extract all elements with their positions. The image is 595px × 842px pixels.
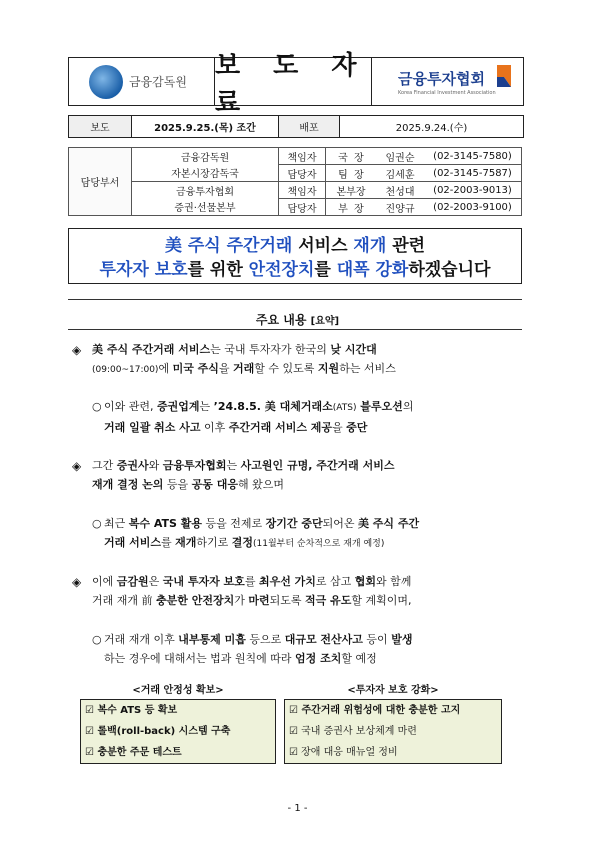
summary-item-2: 그간 증권사와 금융투자협회는 사고원인 규명, 주간거래 서비스 재개 결정 논의 등을 공동 대응해 왔으며 bbox=[92, 459, 395, 491]
contact-table bbox=[68, 147, 522, 216]
headline-text: 를 bbox=[314, 260, 337, 280]
headline-text: 서비스 bbox=[292, 236, 354, 256]
contact-phone: (02-2003-9100) bbox=[424, 199, 522, 216]
summary-subitem-2: 최근 복수 ATS 활용 등을 전제로 장기간 중단되어온 美 주식 주간 거래 서비스를 재개하기로 결정(11월부터 순차적으로 재개 예정) bbox=[104, 517, 420, 549]
summary-subitem-3: 거래 재개 이후 내부통제 미흡 등으로 대규모 전산사고 등이 발생 하는 경우에 대해서는 법과 원칙에 따라 엄정 조치할 예정 bbox=[104, 633, 413, 665]
stability-item: ☑ 롤백(roll-back) 시스템 구축 bbox=[85, 726, 231, 737]
contact-name: 김세훈 bbox=[376, 165, 424, 182]
contact-role: 책임자 bbox=[279, 148, 326, 165]
release-date: 2025.9.25.(목) 조간 bbox=[132, 116, 279, 137]
headline-text: 대폭 강화 bbox=[336, 260, 409, 280]
contact-org: 금융감독원 bbox=[132, 148, 279, 165]
headline-line-1 bbox=[69, 234, 521, 258]
contact-name: 천성대 bbox=[376, 182, 424, 199]
contact-name: 진양규 bbox=[376, 199, 424, 216]
stability-item: ☑ 충분한 주문 테스트 bbox=[85, 747, 182, 758]
fia-english-name: Korea Financial Investment Association bbox=[398, 89, 496, 96]
circle-bullet-icon: ○ bbox=[92, 517, 102, 530]
press-release-header bbox=[68, 50, 524, 118]
contact-role: 담당자 bbox=[279, 165, 326, 182]
headline-text: 하겠습니다 bbox=[408, 260, 491, 280]
contact-title: 국 장 bbox=[326, 148, 377, 165]
summary-heading bbox=[0, 311, 595, 328]
headline-line-2 bbox=[69, 258, 521, 282]
fia-emblem-icon bbox=[495, 63, 513, 89]
fss-name: 금융감독원 bbox=[129, 75, 187, 89]
contact-role: 책임자 bbox=[279, 182, 326, 199]
headline-text: 투자자 보호 bbox=[99, 260, 188, 280]
fia-name: 금융투자협회 bbox=[398, 69, 485, 88]
stability-box-title: <거래 안정성 확보> bbox=[132, 685, 224, 696]
fia-logo-cell bbox=[372, 58, 523, 105]
circle-bullet-icon: ○ bbox=[92, 400, 102, 413]
contact-org: 금융투자협회 bbox=[132, 182, 279, 199]
fss-emblem-icon bbox=[89, 65, 123, 99]
summary-sublabel: [요약] bbox=[310, 316, 340, 327]
diamond-bullet-icon: ◈ bbox=[72, 459, 82, 473]
page-number: - 1 - bbox=[287, 803, 308, 814]
protection-item: ☑ 장애 대응 매뉴얼 정비 bbox=[289, 747, 398, 758]
contact-role: 담당자 bbox=[279, 199, 326, 216]
release-label: 보도 bbox=[69, 116, 132, 137]
headline-text: 재개 bbox=[353, 236, 387, 256]
headline-text: 관련 bbox=[386, 236, 426, 256]
headline-text: 美 주식 주간거래 bbox=[164, 236, 293, 256]
distribution-label: 배포 bbox=[279, 116, 340, 137]
headline-text: 를 위한 bbox=[187, 260, 249, 280]
fss-logo-cell bbox=[69, 58, 215, 105]
contact-org: 자본시장감독국 bbox=[132, 165, 279, 182]
circle-bullet-icon: ○ bbox=[92, 633, 102, 646]
protection-item: ☑ 국내 증권사 보상체계 마련 bbox=[289, 726, 417, 737]
headline-box bbox=[68, 228, 522, 284]
summary-item-1: 美 주식 주간거래 서비스는 국내 투자자가 한국의 낮 시간대 (09:00~17:00)에 미국 주식을 거래할 수 있도록 지원하는 서비스 bbox=[92, 343, 396, 375]
contact-org: 증권·선물본부 bbox=[132, 199, 279, 216]
summary-label: 주요 내용 bbox=[255, 313, 307, 327]
dept-label: 담당부서 bbox=[69, 148, 132, 216]
summary-subitem-1: 이와 관련, 증권업계는 ’24.8.5. 美 대체거래소(ATS) 블루오션의 거래 일괄 취소 사고 이후 주간거래 서비스 제공을 중단 bbox=[104, 400, 414, 434]
divider bbox=[68, 299, 522, 300]
investor-protection-box bbox=[284, 681, 502, 764]
contact-phone: (02-2003-9013) bbox=[424, 182, 522, 199]
diamond-bullet-icon: ◈ bbox=[72, 343, 82, 357]
contact-title: 본부장 bbox=[326, 182, 377, 199]
protection-box-title: <투자자 보호 강화> bbox=[347, 685, 439, 696]
stability-box bbox=[80, 681, 276, 764]
headline-text: 안전장치 bbox=[248, 260, 315, 280]
protection-list bbox=[284, 699, 502, 764]
contact-phone: (02-3145-7580) bbox=[424, 148, 522, 165]
release-info-row bbox=[68, 115, 524, 138]
diamond-bullet-icon: ◈ bbox=[72, 575, 82, 589]
stability-item: ☑ 복수 ATS 등 확보 bbox=[85, 705, 178, 716]
contact-title: 팀 장 bbox=[326, 165, 377, 182]
stability-list bbox=[80, 699, 276, 764]
contact-name: 임권순 bbox=[376, 148, 424, 165]
divider bbox=[68, 329, 522, 330]
contact-title: 부 장 bbox=[326, 199, 377, 216]
doc-type: 보 도 자 료 bbox=[215, 58, 372, 105]
summary-item-3: 이에 금감원은 국내 투자자 보호를 최우선 가치로 삼고 협회와 함께 거래 재개 前 충분한 안전장치가 마련되도록 적극 유도할 계획이며, bbox=[92, 575, 412, 607]
distribution-date: 2025.9.24.(수) bbox=[395, 123, 468, 134]
contact-phone: (02-3145-7587) bbox=[424, 165, 522, 182]
protection-item: ☑ 주간거래 위험성에 대한 충분한 고지 bbox=[289, 705, 461, 716]
